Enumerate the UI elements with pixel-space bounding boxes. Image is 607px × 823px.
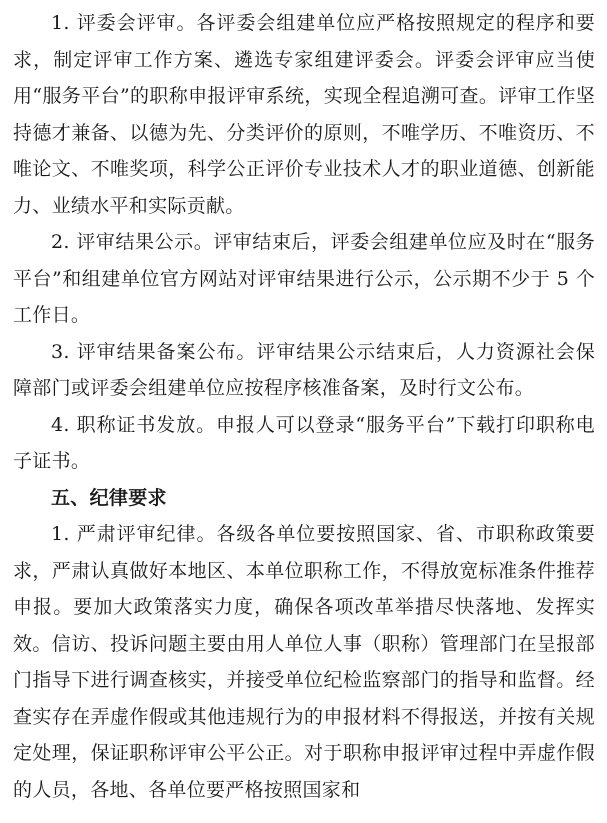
paragraph-result-filing: 3. 评审结果备案公布。评审结果公示结束后，人力资源社会保障部门或评委会组建单位应按程序核准备案，及时行文公布。 [13, 340, 595, 399]
paragraph-strict-discipline: 1. 严肃评审纪律。各级各单位要按照国家、省、市职称政策要求，严肃认真做好本地区、本单位职称工作，不得放宽标准条件推荐申报。要加大政策落实力度，确保各项改革举措尽快落地、发挥实效。信访、投诉问题主要由用人单位人事（职称）管理部门在呈报部门指导下进行调查核实，并接受单位纪检监察部门的指导和监督。经查实存在弄虚作假或其他违规行为的申报材料不得报送，并按有关规定处理，保证职称评审公平公正。对于职称申报评审过程中弄虚作假的人员，各地、各单位要严格按照国家和 [13, 523, 595, 801]
document-page [13, 5, 595, 808]
paragraph-result-publicity: 2. 评审结果公示。评审结束后，评委会组建单位应及时在“服务平台”和组建单位官方网站对评审结果进行公示，公示期不少于 5 个工作日。 [13, 231, 595, 326]
paragraph-committee-review: 1. 评委会评审。各评委会组建单位应严格按照规定的程序和要求，制定评审工作方案、遴选专家组建评委会。评委会评审应当使用“服务平台”的职称申报评审系统，实现全程追溯可查。评审工作坚持德才兼备、以德为先、分类评价的原则，不唯学历、不唯资历、不唯论文、不唯奖项，科学公正评价专业技术人才的职业道德、创新能力、业绩水平和实际贡献。 [13, 12, 595, 217]
paragraph-certificate-issuance: 4. 职称证书发放。申报人可以登录“服务平台”下载打印职称电子证书。 [13, 413, 595, 472]
section-heading-discipline: 五、纪律要求 [51, 486, 167, 509]
